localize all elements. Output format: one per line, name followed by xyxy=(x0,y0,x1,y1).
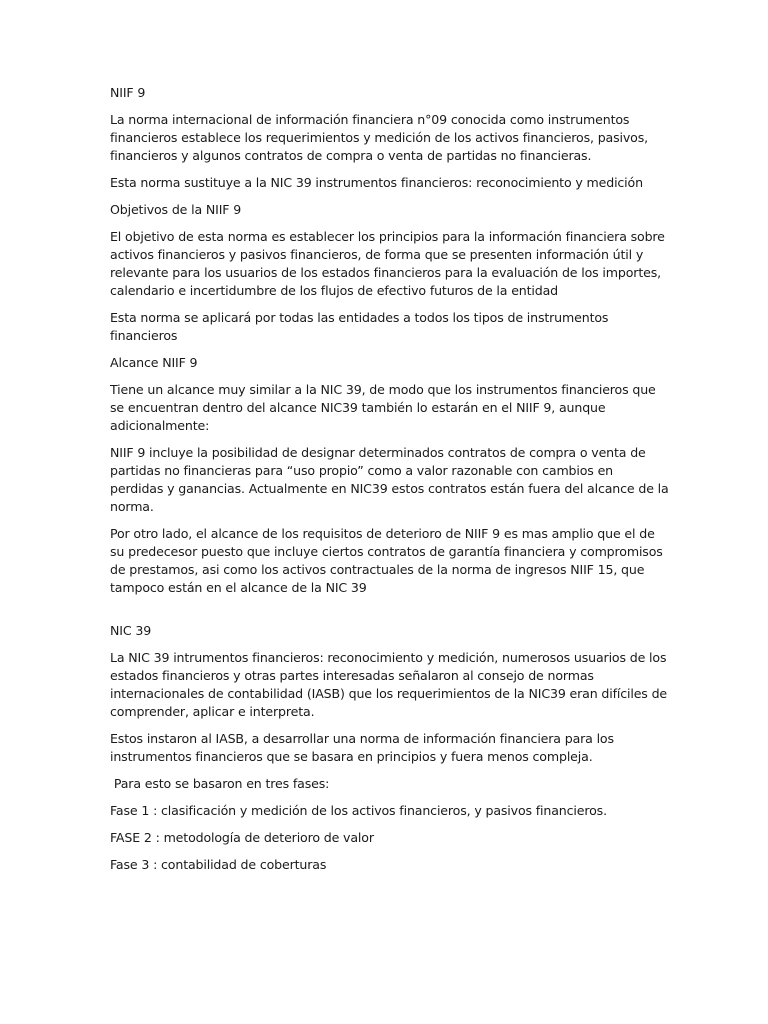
paragraph-nic-39-issues: La NIC 39 intrumentos financieros: reconocimiento y medición, numerosos usuarios de los estados financieros y otras partes interesadas señalaron al consejo de normas internacionales de contabilidad (IASB) que los requerimientos de la NIC39 eran difíciles de comprender, aplicar e interpreta. xyxy=(110,650,668,719)
heading-scope: Alcance NIIF 9 xyxy=(110,355,198,370)
paragraph-three-phases: Para esto se basaron en tres fases: xyxy=(110,776,330,791)
list-item-phase-2: FASE 2 : metodología de deterioro de valor xyxy=(110,830,374,845)
paragraph-iasb-request: Estos instaron al IASB, a desarrollar una norma de información financiera para los instrumentos financieros que se basara en principios y fuera menos compleja. xyxy=(110,731,614,764)
paragraph-applicability: Esta norma se aplicará por todas las entidades a todos los tipos de instrumentos financieros xyxy=(110,310,609,343)
list-item-phase-3: Fase 3 : contabilidad de coberturas xyxy=(110,857,327,872)
paragraph-impairment-scope: Por otro lado, el alcance de los requisitos de deterioro de NIIF 9 es mas amplio que el de su predecesor puesto que incluye ciertos contratos de garantía financiera y compromisos de prestamos, asi como los activos contractuales de la norma de ingresos NIIF 15, que tampoco están en el alcance de la NIC 39 xyxy=(110,526,663,595)
heading-niif-9: NIIF 9 xyxy=(110,85,146,100)
paragraph-objective: El objetivo de esta norma es establecer los principios para la información financiera sobre activos financieros y pasivos financieros, de forma que se presenten información útil y relevante para los usuarios de los estados financieros para la evaluación de los importes, calendario e incertidumbre de los flujos de efectivo futuros de la entidad xyxy=(110,229,665,298)
paragraph-replaces-nic-39: Esta norma sustituye a la NIC 39 instrumentos financieros: reconocimiento y medición xyxy=(110,175,643,190)
paragraph-niif-9-definition: La norma internacional de información financiera n°09 conocida como instrumentos financieros establece los requerimientos y medición de los activos financieros, pasivos, financieros y algunos contratos de compra o venta de partidas no financieras. xyxy=(110,112,649,163)
list-item-phase-1: Fase 1 : clasificación y medición de los activos financieros, y pasivos financieros. xyxy=(110,803,607,818)
heading-nic-39: NIC 39 xyxy=(110,623,152,638)
paragraph-scope-similar: Tiene un alcance muy similar a la NIC 39, de modo que los instrumentos financieros que se encuentran dentro del alcance NIC39 también lo estarán en el NIIF 9, aunque adicionalmente: xyxy=(110,382,656,433)
document-body xyxy=(110,84,670,883)
paragraph-own-use: NIIF 9 incluye la posibilidad de designar determinados contratos de compra o venta de partidas no financieras para “uso propio” como a valor razonable con cambios en perdidas y ganancias. Actualmente en NIC39 estos contratos están fuera del alcance de la norma. xyxy=(110,445,669,514)
heading-objectives: Objetivos de la NIIF 9 xyxy=(110,202,242,217)
